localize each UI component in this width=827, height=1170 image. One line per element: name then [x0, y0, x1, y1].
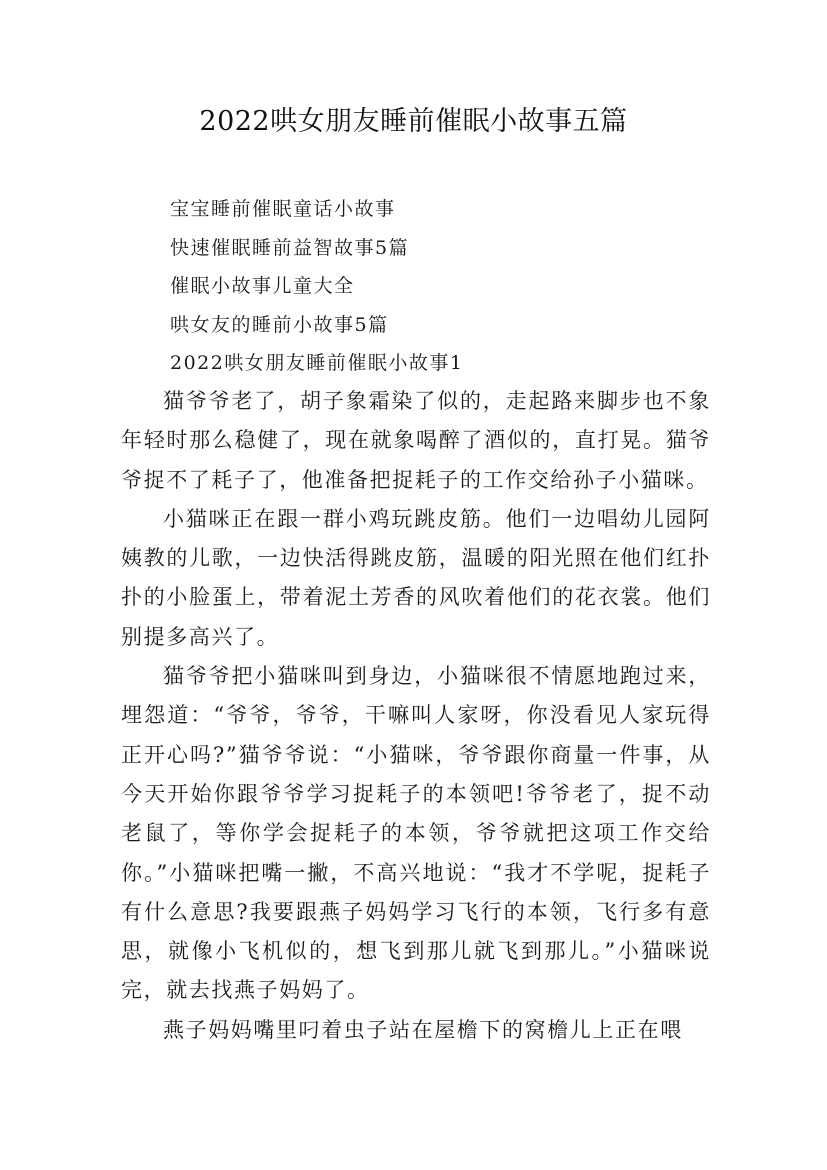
story-body: [121, 382, 711, 1050]
document-title: 2022哄女朋友睡前催眠小故事五篇: [199, 106, 628, 137]
related-link-hypnosis-stories-children[interactable]: 催眠小故事儿童大全: [170, 275, 355, 297]
story-paragraph: 猫爷爷老了，胡子象霜染了似的，走起路来脚步也不象年轻时那么稳健了，现在就象喝醉了酒似的，直打晃。猫爷爷捉不了耗子了，他准备把捉耗子的工作交给孙子小猫咪。: [121, 389, 711, 492]
related-link-quick-hypnosis-stories[interactable]: 快速催眠睡前益智故事5篇: [170, 236, 410, 259]
related-links-list: [170, 190, 463, 383]
related-link-girlfriend-bedtime-stories[interactable]: 哄女友的睡前小故事5篇: [170, 313, 389, 336]
related-link-baby-bedtime-stories[interactable]: 宝宝睡前催眠童话小故事: [170, 198, 396, 220]
story-paragraph: 猫爷爷把小猫咪叫到身边，小猫咪很不情愿地跑过来，埋怨道：“爷爷，爷爷，干嘛叫人家呀，你没看见人家玩得正开心吗?”猫爷爷说：“小猫咪，爷爷跟你商量一件事，从今天开始你跟爷爷学习捉耗子的本领吧!爷爷老了，捉不动老鼠了，等你学会捉耗子的本领，爷爷就把这项工作交给你。”小猫咪把嘴一撇，不高兴地说：“我才不学呢，捉耗子有什么意思?我要跟燕子妈妈学习飞行的本领，飞行多有意思，就像小飞机似的，想飞到那儿就飞到那儿。”小猫咪说完，就去找燕子妈妈了。: [121, 664, 711, 1003]
story-paragraph: 小猫咪正在跟一群小鸡玩跳皮筋。他们一边唱幼儿园阿姨教的儿歌，一边快活得跳皮筋，温暖的阳光照在他们红扑扑的小脸蛋上，带着泥土芳香的风吹着他们的花衣裳。他们别提多高兴了。: [121, 506, 711, 649]
story-paragraph: 燕子妈妈嘴里叼着虫子站在屋檐下的窝檐儿上正在喂: [163, 1017, 683, 1042]
section-heading-story-1: 2022哄女朋友睡前催眠小故事1: [170, 352, 464, 374]
